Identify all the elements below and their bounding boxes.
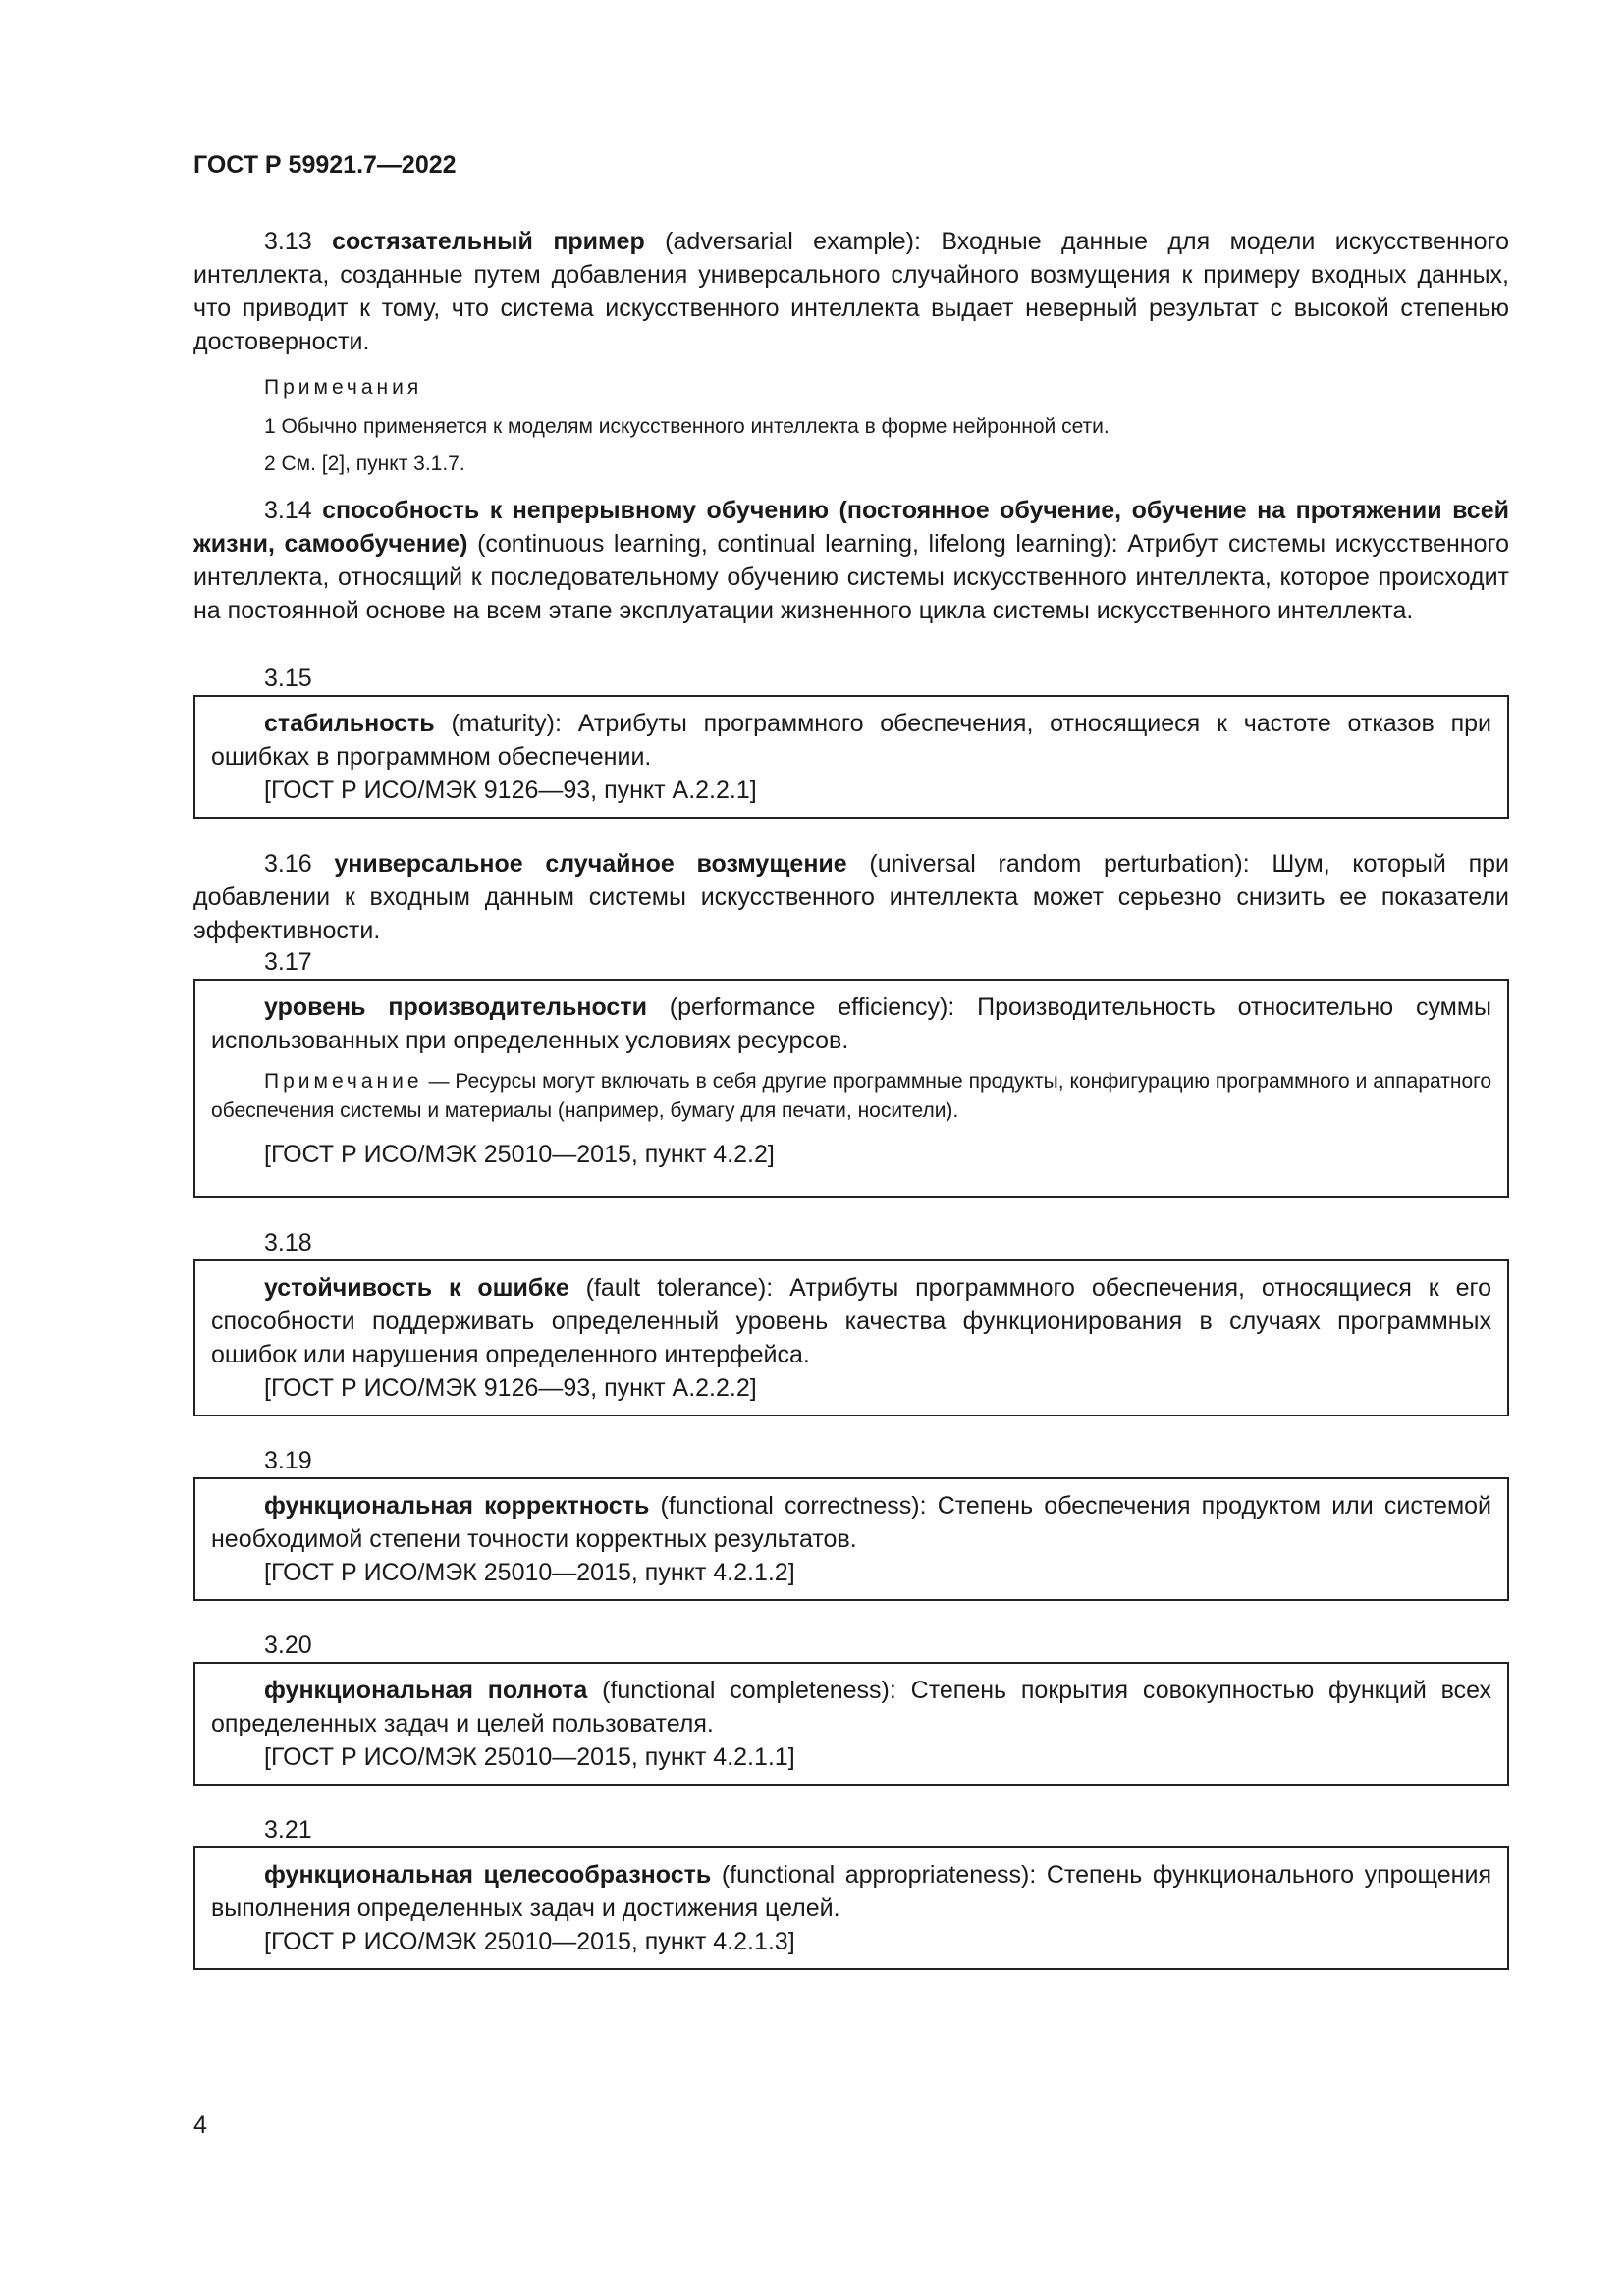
term-number-3-17: 3.17 <box>264 948 312 976</box>
term-title: устойчивость к ошибке <box>264 1274 569 1302</box>
term-3-14 <box>193 494 1509 627</box>
term-reference: [ГОСТ Р ИСО/МЭК 9126—93, пункт А.2.2.1] <box>264 776 757 804</box>
term-number-3-19: 3.19 <box>264 1447 312 1474</box>
term-english: (fault tolerance) <box>585 1274 767 1302</box>
term-3-16 <box>193 847 1509 947</box>
term-number: 3.14 <box>264 497 312 524</box>
term-reference: [ГОСТ Р ИСО/МЭК 25010—2015, пункт 4.2.1.1] <box>264 1743 795 1771</box>
term-definition: : Атрибуты программного обеспечения, относящиеся к его способности поддерживать определенный уровень качества функционирования в случаях программных ошибок или нарушения определенного интерфейса. <box>211 1274 1491 1368</box>
term-definition: : Шум, который при добавлении к входным данным системы искусственного интеллекта может серьезно снизить ее показатели эффективности. <box>193 850 1509 944</box>
term-box-3-21 <box>193 1846 1509 1970</box>
term-3-13 <box>193 225 1509 358</box>
term-note <box>211 1067 1491 1126</box>
term-definition: : Атрибуты программного обеспечения, относящиеся к частоте отказов при ошибках в программном обеспечении. <box>211 710 1491 771</box>
note-1: 1 Обычно применяется к моделям искусственного интеллекта в форме нейронной сети. <box>264 415 1110 438</box>
note-text: — Ресурсы могут включать в себя другие программные продукты, конфигурацию программного и аппаратного обеспечения системы и материалы (например, бумагу для печати, носители). <box>211 1070 1491 1122</box>
term-title: способность к непрерывному обучению (постоянное обучение, обучение на протяжении всей жизни, самообучение) <box>193 497 1509 558</box>
term-number: 3.16 <box>264 850 312 878</box>
term-number: 3.13 <box>264 228 312 255</box>
term-reference: [ГОСТ Р ИСО/МЭК 25010—2015, пункт 4.2.1.3] <box>264 1928 795 1955</box>
term-box-3-15 <box>193 695 1509 819</box>
term-definition: : Производительность относительно суммы использованных при определенных условиях ресурсов. <box>211 993 1492 1054</box>
notes-heading: Примечания <box>264 376 423 399</box>
term-number-3-21: 3.21 <box>264 1816 312 1843</box>
term-english: (maturity) <box>451 710 556 737</box>
term-box-3-20 <box>193 1662 1509 1786</box>
term-reference: [ГОСТ Р ИСО/МЭК 25010—2015, пункт 4.2.2] <box>264 1141 775 1168</box>
term-english: (functional correctness) <box>660 1492 920 1520</box>
term-english: (continuous learning, continual learning, lifelong learning) <box>477 530 1111 558</box>
term-definition: : Степень функционального упрощения выполнения определенных задач и достижения целей. <box>211 1861 1491 1922</box>
term-definition: : Входные данные для модели искусственного интеллекта, созданные путем добавления универсального случайного возмущения к примеру входных данных, что приводит к тому, что система искусственного интеллекта выдает неверный результат с высокой степенью достоверности. <box>193 228 1509 355</box>
term-title: функциональная корректность <box>264 1492 650 1520</box>
term-title: функциональная полнота <box>264 1677 588 1704</box>
term-number-3-15: 3.15 <box>264 665 312 692</box>
term-title: стабильность <box>264 710 435 737</box>
note-label: Примечание <box>264 1070 423 1093</box>
standard-header: ГОСТ Р 59921.7—2022 <box>193 151 457 179</box>
term-english: (functional appropriateness) <box>721 1861 1030 1889</box>
term-definition: : Степень обеспечения продуктом или системой необходимой степени точности корректных результатов. <box>211 1492 1492 1553</box>
term-reference: [ГОСТ Р ИСО/МЭК 9126—93, пункт А.2.2.2] <box>264 1374 757 1402</box>
term-title: универсальное случайное возмущение <box>334 850 847 878</box>
term-title: уровень производительности <box>264 993 647 1021</box>
term-english: (adversarial example) <box>665 228 915 255</box>
note-2: 2 См. [2], пункт 3.1.7. <box>264 453 465 475</box>
term-title: состязательный пример <box>332 228 645 255</box>
term-definition: : Атрибут системы искусственного интеллекта, относящий к последовательному обучению системы искусственного интеллекта, которое происходит на постоянной основе на всем этапе эксплуатации жизненного цикла системы искусственного интеллекта. <box>193 530 1509 624</box>
term-definition: : Степень покрытия совокупностью функций всех определенных задач и целей пользователя. <box>211 1677 1491 1737</box>
page-number: 4 <box>193 2111 207 2139</box>
term-title: функциональная целесообразность <box>264 1861 712 1889</box>
term-english: (performance efficiency) <box>669 993 948 1021</box>
term-english: (universal random perturbation) <box>869 850 1243 878</box>
term-number-3-20: 3.20 <box>264 1631 312 1659</box>
term-box-3-18 <box>193 1259 1509 1416</box>
term-english: (functional completeness) <box>602 1677 890 1704</box>
term-reference: [ГОСТ Р ИСО/МЭК 25010—2015, пункт 4.2.1.2] <box>264 1559 795 1586</box>
term-box-3-17 <box>193 979 1509 1198</box>
term-box-3-19 <box>193 1477 1509 1601</box>
term-number-3-18: 3.18 <box>264 1229 312 1256</box>
